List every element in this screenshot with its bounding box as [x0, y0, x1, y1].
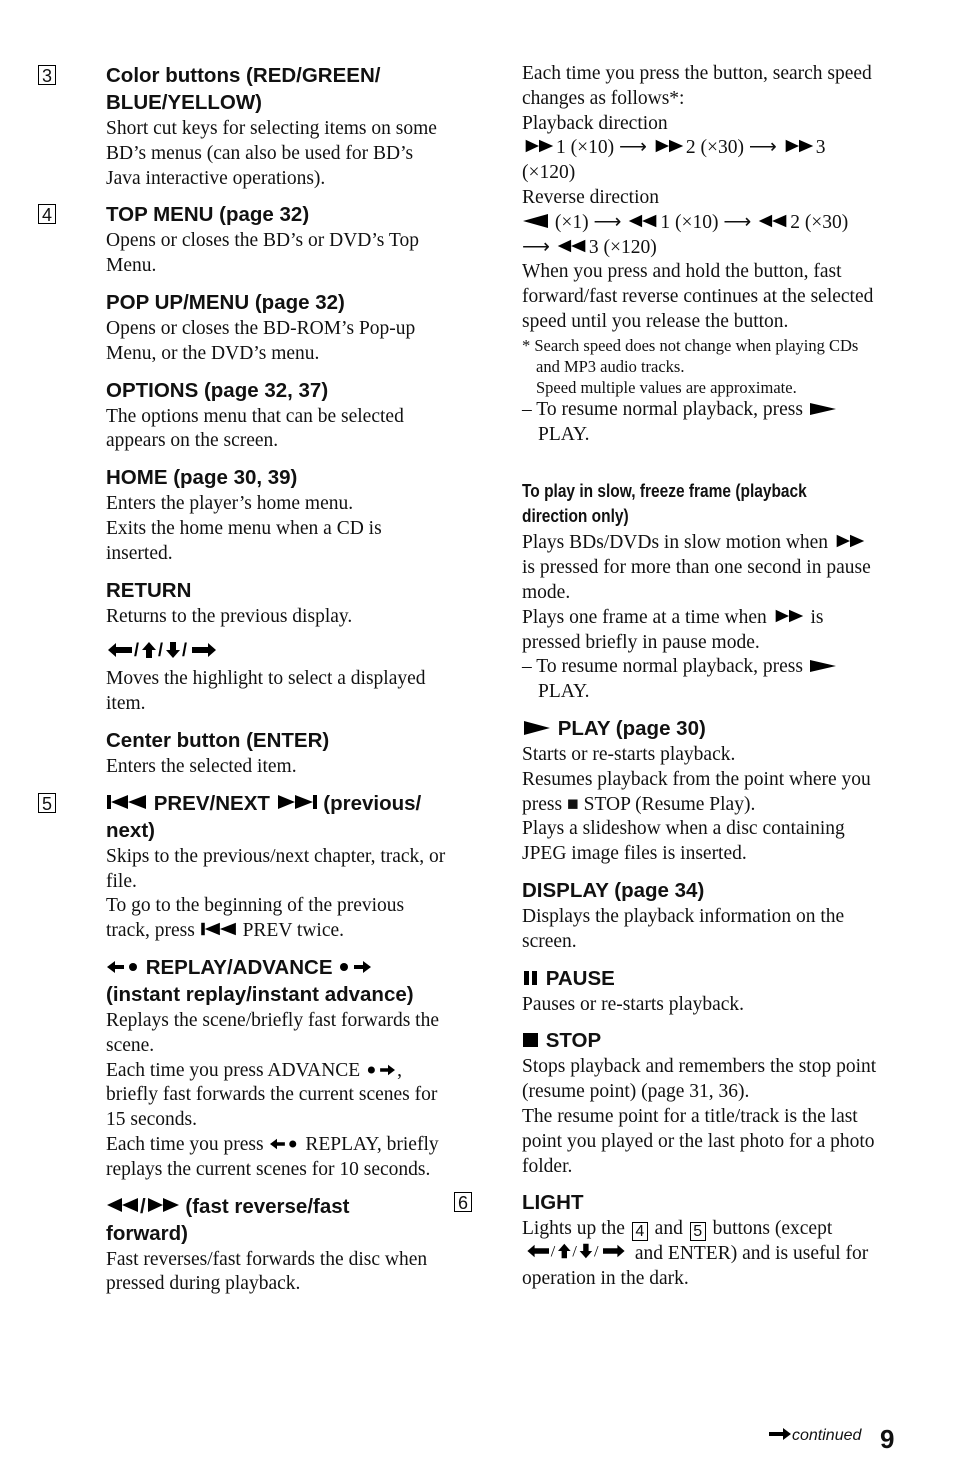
- page-number: 9: [880, 1424, 895, 1454]
- section-number: 6: [454, 1192, 472, 1212]
- replay-advance-body: [106, 1009, 452, 1183]
- pause-icon: [522, 970, 540, 986]
- center-button-heading: Center button (ENTER): [106, 728, 330, 752]
- prev-icon: [106, 793, 148, 811]
- arrow-right-icon: ⟶: [593, 211, 622, 233]
- heading-line: Color buttons (RED/GREEN/: [106, 64, 381, 87]
- body-line: Each time you press: [106, 1133, 269, 1155]
- advance-icon: [338, 959, 372, 975]
- body-line: Resumes playback from the point where you press: [522, 768, 871, 815]
- body-line: Plays BDs/DVDs in slow motion when: [522, 532, 833, 554]
- slow-reverse-icon: [522, 213, 550, 229]
- heading-text: REPLAY/ADVANCE: [140, 955, 339, 979]
- left-column: [41, 62, 452, 1297]
- advance-icon: [365, 1063, 397, 1077]
- search-speed-text: Each time you press the button, search speed changes as follows*:: [522, 63, 872, 109]
- prev-next-heading: [106, 790, 452, 844]
- arrow-right-icon: ⟶: [522, 236, 550, 258]
- arrow-right-icon: ⟶: [619, 137, 647, 159]
- note-text: PLAY.: [538, 681, 590, 703]
- body-text: buttons (except: [707, 1218, 833, 1240]
- next-icon: [276, 793, 318, 811]
- arrow-buttons-heading: [106, 639, 452, 666]
- play-icon: [522, 720, 552, 736]
- top-menu-heading: TOP MENU (page 32): [106, 203, 310, 227]
- body-text: and: [649, 1218, 688, 1240]
- body-line: Skips to the previous/next chapter, track, or file.: [106, 845, 446, 892]
- popup-menu-body: Opens or closes the BD-ROM’s Pop-up Menu, or the DVD’s menu.: [106, 317, 416, 364]
- replay-advance-heading: [106, 954, 452, 1008]
- play-icon: [808, 659, 838, 673]
- arrow-right-icon: ⟶: [748, 137, 777, 159]
- fast-reverse-forward-heading: [106, 1193, 452, 1247]
- fast-forward-icon: [146, 1196, 180, 1214]
- reverse-direction-label: Reverse direction: [522, 186, 659, 208]
- svg-text:/: /: [594, 1242, 599, 1261]
- svg-text:/: /: [550, 1242, 556, 1261]
- prev-icon: [200, 921, 238, 937]
- body-line: Each time you press ADVANCE: [106, 1059, 366, 1081]
- heading-text: PREV/NEXT: [148, 791, 276, 815]
- speed-approx-note: Speed multiple values are approximate.: [536, 377, 797, 397]
- resume-playback-note: [522, 398, 878, 448]
- body-line: is pressed for more than one second in pause mode.: [522, 557, 871, 603]
- body-line: Plays a slideshow when a disc containing JPEG image files is inserted.: [522, 818, 845, 865]
- home-body-line: Exits the home menu when a CD is inserted.: [106, 517, 382, 564]
- arrow-buttons-icon: [106, 640, 218, 660]
- return-body: Returns to the previous display.: [106, 605, 353, 627]
- fast-reverse-icon: [756, 213, 790, 229]
- color-buttons-heading: [106, 62, 452, 116]
- slow-freeze-body: [522, 531, 878, 655]
- heading-text: forward): [106, 1221, 188, 1245]
- fast-reverse-icon: [626, 213, 660, 229]
- playback-direction-label: Playback direction: [522, 112, 668, 134]
- section-number: 5: [38, 793, 56, 813]
- note-text: – To resume normal playback, press: [522, 656, 808, 678]
- body-line: , briefly fast forwards the current scenes for 15 seconds.: [106, 1059, 438, 1131]
- section-3: [41, 62, 452, 191]
- body-line: STOP (Resume Play).: [578, 793, 756, 815]
- body-line: Stops playback and remembers the stop point (resume point) (page 31, 36).: [522, 1056, 877, 1103]
- home-body-line: Enters the player’s home menu.: [106, 493, 354, 515]
- speed-step: 2 (×30): [685, 137, 749, 159]
- continued-text: continued: [792, 1427, 862, 1444]
- section-number: 4: [38, 204, 56, 224]
- heading-text: STOP: [540, 1029, 602, 1053]
- fast-reverse-forward-body: Fast reverses/fast forwards the disc when pressed during playback.: [106, 1248, 428, 1295]
- fast-forward-icon: [833, 533, 867, 549]
- center-button-body: Enters the selected item.: [106, 755, 297, 777]
- speed-step: 1 (×10): [556, 137, 619, 159]
- home-body: [106, 492, 452, 566]
- note-text: PLAY.: [538, 423, 590, 445]
- arrow-buttons-icon: [522, 1242, 630, 1260]
- body-line: Replays the scene/briefly fast forwards the scene.: [106, 1009, 440, 1056]
- heading-text: PLAY (page 30): [552, 716, 706, 740]
- body-line: Starts or re-starts playback.: [522, 743, 736, 765]
- heading-text: /: [140, 1194, 146, 1218]
- stop-icon: [522, 1032, 540, 1048]
- continued-marker: [768, 1427, 861, 1445]
- fast-forward-icon: [652, 138, 686, 154]
- playback-speed-sequence: [522, 136, 878, 186]
- speed-step: (×1): [550, 211, 594, 233]
- section-reference: 4: [632, 1222, 648, 1241]
- right-column: [457, 62, 878, 1292]
- section-reference: 5: [690, 1222, 706, 1241]
- top-menu-body: Opens or closes the BD’s or DVD’s Top Menu.: [106, 230, 419, 277]
- fast-forward-icon: [522, 138, 556, 154]
- section-4: [41, 201, 452, 779]
- options-heading: OPTIONS (page 32, 37): [106, 378, 329, 402]
- search-speed-footnote: * Search speed does not change when playing CDs and MP3 audio tracks.: [522, 335, 859, 376]
- prev-next-body: [106, 845, 452, 944]
- play-icon: [808, 402, 838, 416]
- body-line: The resume point for a title/track is the last point you played or the last photo for a photo folder.: [522, 1105, 875, 1177]
- light-heading: LIGHT: [522, 1191, 584, 1215]
- stop-icon: ■: [566, 793, 579, 815]
- body-text: Lights up the: [522, 1218, 630, 1240]
- display-body: Displays the playback information on the screen.: [522, 905, 845, 952]
- fast-forward-icon: [772, 608, 806, 624]
- pause-heading: [522, 965, 878, 992]
- note-text: – To resume normal playback, press: [522, 398, 808, 420]
- return-heading: RETURN: [106, 578, 192, 602]
- heading-text: (fast reverse/fast: [179, 1194, 350, 1218]
- heading-text: (previous/: [317, 791, 422, 815]
- svg-text:/: /: [134, 640, 140, 661]
- fast-reverse-icon: [106, 1196, 140, 1214]
- body-line: To go to the beginning of the previous track, press: [106, 895, 405, 942]
- stop-body: [522, 1055, 878, 1179]
- svg-text:/: /: [572, 1242, 577, 1261]
- options-body: The options menu that can be selected appears on the screen.: [106, 405, 404, 452]
- body-line: REPLAY, briefly replays the current scenes for 10 seconds.: [106, 1133, 439, 1180]
- arrow-right-icon: [768, 1427, 792, 1441]
- svg-text:/: /: [182, 640, 188, 661]
- resume-playback-note: [522, 655, 878, 705]
- hold-button-text: When you press and hold the button, fast forward/fast reverse continues at the selected speed until you release the button.: [522, 261, 874, 332]
- svg-text:/: /: [158, 640, 164, 661]
- speed-step: 1 (×10): [660, 211, 724, 233]
- replay-icon: [268, 1137, 300, 1151]
- reverse-speed-sequence: [522, 211, 878, 261]
- section-number: 3: [38, 65, 56, 85]
- section-6: [457, 1189, 878, 1291]
- popup-menu-heading: POP UP/MENU (page 32): [106, 290, 345, 314]
- display-heading: DISPLAY (page 34): [522, 878, 705, 902]
- body-line: PREV twice.: [237, 920, 345, 942]
- arrow-buttons-body: Moves the highlight to select a displayed item.: [106, 668, 426, 715]
- body-line: is pressed briefly in pause mode.: [522, 606, 824, 653]
- body-text: and ENTER) and is useful for operation in the dark.: [522, 1243, 869, 1289]
- fast-reverse-icon: [555, 238, 589, 254]
- fast-forward-icon: [782, 138, 816, 154]
- speed-step: 3 (×120): [522, 137, 826, 184]
- arrow-right-icon: ⟶: [723, 211, 752, 233]
- home-heading: HOME (page 30, 39): [106, 466, 298, 490]
- speed-step: 3 (×120): [588, 236, 657, 258]
- speed-step: 2 (×30): [790, 211, 849, 233]
- light-body: [522, 1217, 878, 1291]
- heading-line: BLUE/YELLOW): [106, 91, 263, 114]
- heading-text: next): [106, 818, 155, 842]
- color-buttons-body: Short cut keys for selecting items on some BD’s menus (can also be used for BD’s Java interactive operations).: [106, 118, 437, 189]
- play-body: [522, 743, 878, 867]
- replay-icon: [106, 959, 140, 975]
- slow-freeze-heading: To play in slow, freeze frame (playback direction only): [522, 481, 807, 527]
- stop-heading: [522, 1027, 878, 1054]
- body-line: Plays one frame at a time when: [522, 606, 772, 628]
- heading-text: (instant replay/instant advance): [106, 982, 414, 1006]
- play-heading: [522, 715, 878, 742]
- section-5: [41, 790, 452, 1297]
- pause-body: Pauses or re-starts playback.: [522, 993, 745, 1015]
- heading-text: PAUSE: [540, 966, 615, 990]
